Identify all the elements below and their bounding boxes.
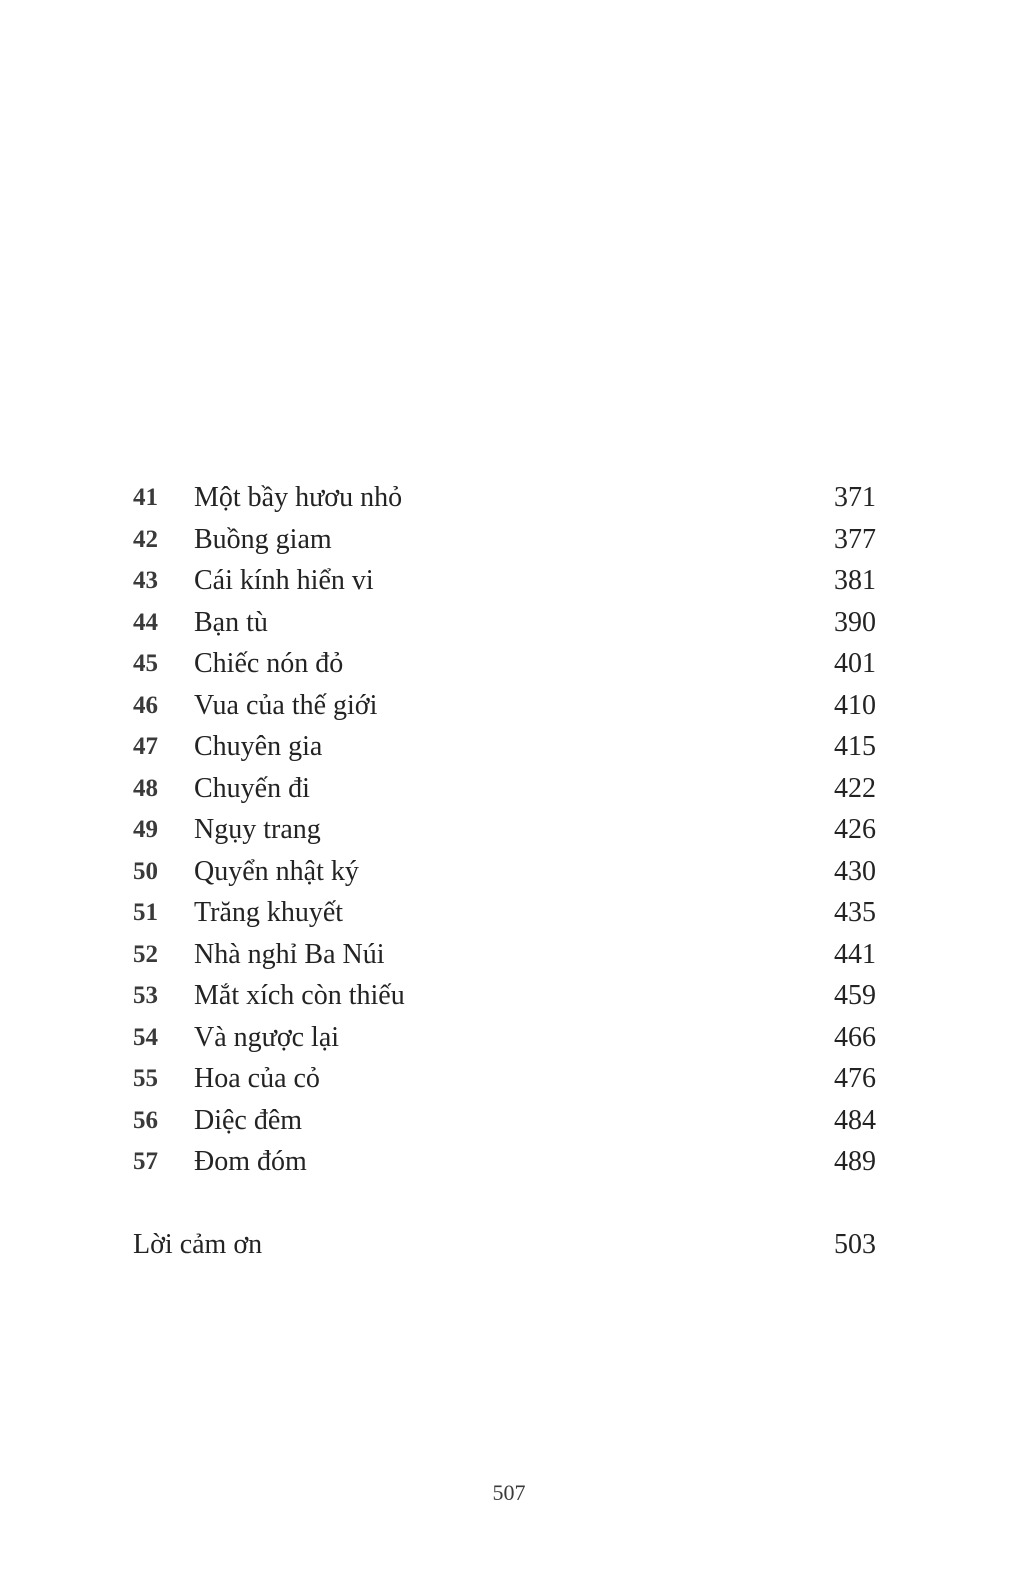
- chapter-title: Cái kính hiển vi: [194, 565, 374, 596]
- chapter-title: Vua của thế giới: [194, 689, 378, 721]
- chapter-page: 459: [834, 980, 876, 1011]
- chapter-number: 50: [133, 857, 158, 885]
- toc-entry: [133, 519, 876, 561]
- page-number: 507: [492, 1480, 526, 1505]
- chapter-page: 422: [834, 772, 876, 804]
- chapter-title: Chuyến đi: [194, 772, 310, 804]
- toc-entry: [133, 1141, 876, 1183]
- chapter-title: Và ngược lại: [194, 1021, 340, 1053]
- chapter-title: Buồng giam: [194, 523, 332, 555]
- chapter-title: Chuyên gia: [194, 731, 323, 762]
- chapter-number: 45: [133, 650, 158, 677]
- chapter-title: Ngụy trang: [194, 814, 321, 845]
- chapter-title: Quyển nhật ký: [194, 855, 359, 887]
- chapter-title: Nhà nghỉ Ba Núi: [194, 938, 385, 970]
- chapter-page: 441: [834, 938, 876, 970]
- chapter-number: 48: [133, 774, 158, 802]
- toc-entry: [133, 851, 876, 893]
- chapter-page: 390: [834, 606, 876, 638]
- toc-entry: [133, 1058, 876, 1100]
- chapter-title: Đom đóm: [194, 1146, 307, 1177]
- chapter-page: 426: [834, 814, 876, 845]
- chapter-page: 435: [834, 897, 876, 928]
- chapter-title: Chiếc nón đỏ: [194, 648, 344, 679]
- chapter-number: 41: [133, 484, 158, 511]
- chapter-number: 43: [133, 567, 158, 594]
- chapter-page: 381: [834, 565, 876, 596]
- chapter-page: 410: [834, 689, 876, 721]
- chapter-title: Bạn tù: [194, 606, 268, 638]
- chapter-title: Hoa của cỏ: [194, 1063, 320, 1094]
- chapter-number: 56: [133, 1106, 158, 1134]
- chapter-page: 377: [834, 523, 876, 555]
- chapter-page: 466: [834, 1021, 876, 1053]
- acknowledgements-title: Lời cảm ơn: [133, 1229, 263, 1260]
- chapter-number: 51: [133, 899, 158, 926]
- chapter-number: 49: [133, 816, 158, 843]
- chapter-title: Một bầy hươu nhỏ: [194, 482, 403, 513]
- chapter-number: 46: [133, 691, 158, 719]
- toc-entry: [133, 975, 876, 1017]
- toc-entry: [133, 477, 876, 519]
- chapter-number: 54: [133, 1023, 158, 1051]
- toc-entry: [133, 643, 876, 685]
- chapter-page: 401: [834, 648, 876, 679]
- chapter-number: 55: [133, 1065, 158, 1092]
- chapter-number: 42: [133, 525, 158, 553]
- chapter-page: 371: [834, 482, 876, 513]
- chapter-page: 415: [834, 731, 876, 762]
- toc-entry: [133, 1017, 876, 1059]
- chapter-number: 44: [133, 608, 158, 636]
- chapter-number: 57: [133, 1148, 158, 1175]
- toc-entry: [133, 768, 876, 810]
- toc-entry-acknowledgements: [133, 1224, 876, 1266]
- toc-entry: [133, 1100, 876, 1142]
- chapter-title: Diệc đêm: [194, 1104, 303, 1136]
- chapter-number: 52: [133, 940, 158, 968]
- chapter-page: 430: [834, 855, 876, 887]
- toc-entry: [133, 809, 876, 851]
- chapter-page: 489: [834, 1146, 876, 1177]
- chapter-title: Trăng khuyết: [194, 897, 344, 928]
- toc-entry: [133, 934, 876, 976]
- table-of-contents: [133, 477, 876, 1266]
- chapter-number: 53: [133, 982, 158, 1009]
- chapter-page: 484: [834, 1104, 876, 1136]
- toc-entry: [133, 892, 876, 934]
- chapter-page: 476: [834, 1063, 876, 1094]
- chapter-title: Mắt xích còn thiếu: [194, 980, 405, 1011]
- toc-entry: [133, 685, 876, 727]
- toc-entry: [133, 560, 876, 602]
- chapter-number: 47: [133, 733, 158, 760]
- toc-entry: [133, 602, 876, 644]
- acknowledgements-page: 503: [834, 1229, 876, 1260]
- toc-entry: [133, 726, 876, 768]
